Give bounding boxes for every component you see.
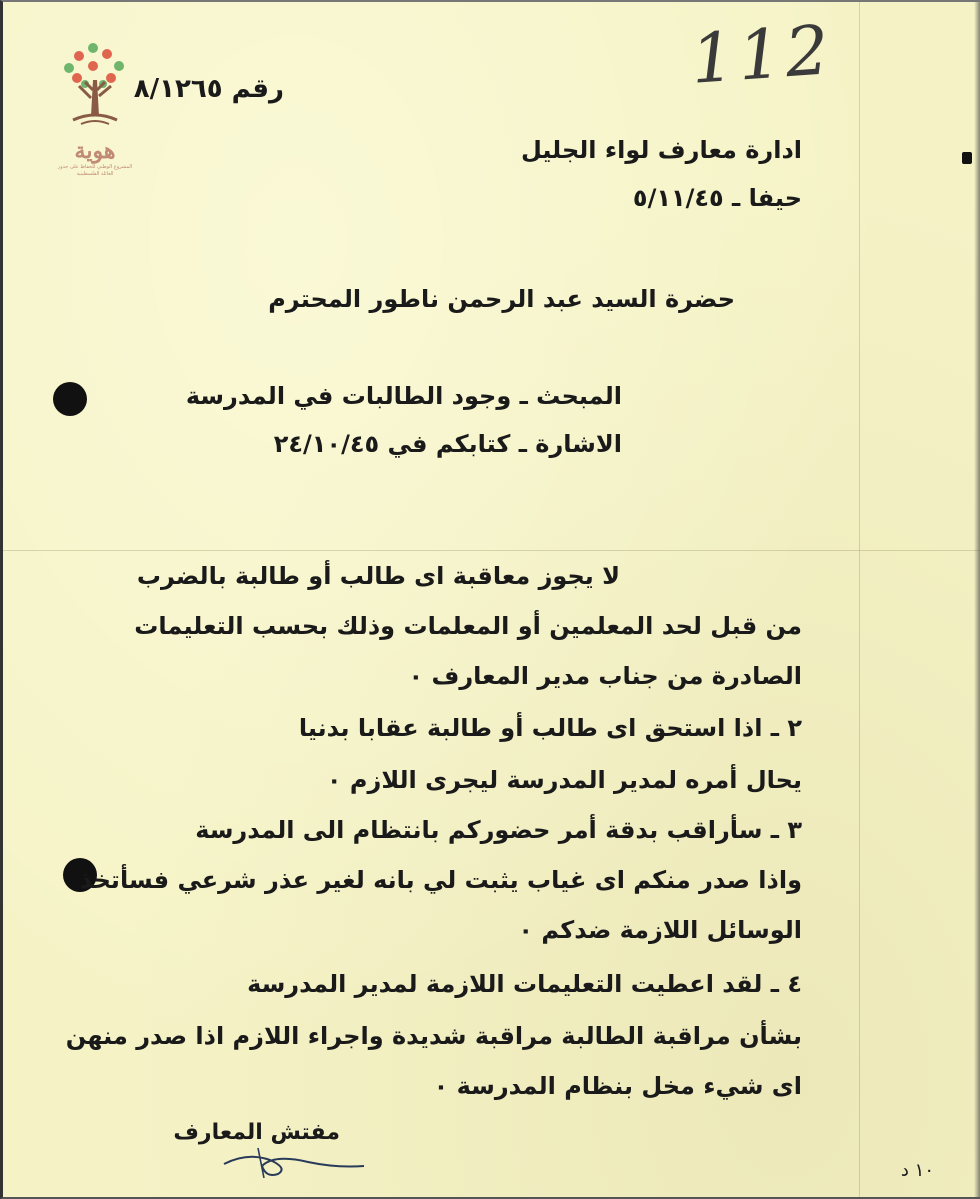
edge-mark: [962, 152, 972, 164]
place-date: حيفا ـ ٥/١١/٤٥: [632, 184, 802, 212]
body-line-2: من قبل لحد المعلمين أو المعلمات وذلك بحسب التعليمات: [134, 612, 802, 640]
fold-line-vertical: [859, 2, 860, 1199]
handwritten-number: 112: [688, 11, 836, 100]
body-line-11: اى شيء مخل بنظام المدرسة ٠: [433, 1072, 802, 1100]
handwritten-signature: [218, 1144, 368, 1180]
subject-line: المبحث ـ وجود الطالبات في المدرسة: [185, 382, 622, 410]
fold-line-horizontal: [3, 550, 980, 551]
reference-line: الاشارة ـ كتابكم في ٢٤/١٠/٤٥: [273, 430, 622, 458]
punch-hole-top: [53, 382, 87, 416]
body-line-9: ٤ ـ لقد اعطيت التعليمات اللازمة لمدير المدرسة: [247, 970, 802, 998]
body-line-8: الوسائل اللازمة ضدكم ٠: [518, 916, 802, 944]
body-line-7: واذا صدر منكم اى غياب يثبت لي بانه لغير عذر شرعي فسأتخذ: [79, 866, 802, 894]
logo-tagline: المشروع الوطني للحفاظ على جذور العائلة الفلسطينية: [57, 164, 133, 177]
department-name: ادارة معارف لواء الجليل: [520, 136, 802, 164]
logo-wordmark: هوية: [74, 138, 116, 164]
footer-mark: ١٠ د: [900, 1160, 934, 1181]
body-line-6: ٣ ـ سأراقب بدقة أمر حضوركم بانتظام الى المدرسة: [195, 816, 802, 844]
body-line-3: الصادرة من جناب مدير المعارف ٠: [408, 662, 802, 690]
signature-title: مفتش المعارف: [173, 1120, 340, 1145]
addressee: حضرة السيد عبد الرحمن ناطور المحترم: [268, 285, 735, 313]
reference-number: رقم ٨/١٢٦٥: [133, 74, 284, 104]
family-tree-icon: [55, 38, 135, 138]
body-line-1: لا يجوز معاقبة اى طالب أو طالبة بالضرب: [136, 562, 620, 590]
archive-logo: [55, 38, 135, 198]
body-line-4: ٢ ـ اذا استحق اى طالب أو طالبة عقابا بدنيا: [298, 714, 802, 742]
body-line-10: بشأن مراقبة الطالبة مراقبة شديدة واجراء اللازم اذا صدر منهن: [65, 1022, 802, 1050]
body-line-5: يحال أمره لمدير المدرسة ليجرى اللازم ٠: [326, 766, 802, 794]
scan-edge-shadow: [974, 2, 980, 1199]
